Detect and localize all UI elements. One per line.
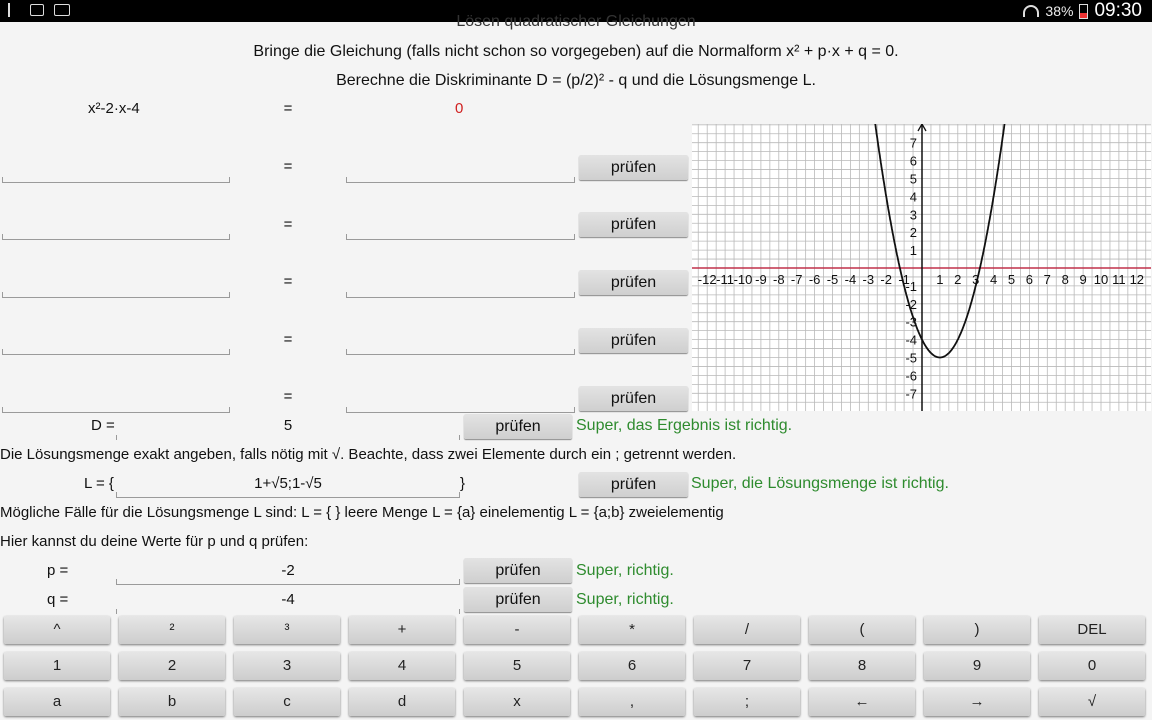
solution-input[interactable]: 1+√5;1-√5 (116, 472, 460, 498)
step-check-button[interactable]: prüfen (579, 212, 688, 237)
x-tick-label: 3 (972, 272, 980, 287)
step-equals: = (283, 331, 293, 348)
key-2-4[interactable]: x (464, 688, 570, 716)
y-tick-label: 1 (909, 243, 917, 259)
q-check-button[interactable]: prüfen (464, 587, 572, 612)
x-tick-label: 7 (1043, 272, 1051, 287)
key-0-7[interactable]: ( (809, 616, 915, 644)
key-0-1[interactable]: ² (119, 616, 225, 644)
x-tick-label: 2 (954, 272, 962, 287)
y-tick-label: -2 (905, 296, 917, 312)
y-tick-label: 3 (909, 207, 917, 223)
y-tick-label: -4 (905, 332, 917, 348)
step-left-input[interactable] (2, 329, 230, 355)
key-0-8[interactable]: ) (924, 616, 1030, 644)
y-tick-label: -5 (905, 350, 917, 366)
battery-percent: 38% (1045, 3, 1074, 19)
equation-left: x²-2·x-4 (88, 100, 140, 117)
key-1-3[interactable]: 4 (349, 652, 455, 680)
key-0-6[interactable]: / (694, 616, 800, 644)
step-check-button[interactable]: prüfen (579, 328, 688, 353)
step-equals: = (283, 388, 293, 405)
p-feedback: Super, richtig. (576, 562, 674, 579)
key-1-8[interactable]: 9 (924, 652, 1030, 680)
x-tick-label: -11 (716, 272, 735, 287)
key-1-2[interactable]: 3 (234, 652, 340, 680)
step-left-input[interactable] (2, 157, 230, 183)
discriminant-check-button[interactable]: prüfen (464, 414, 572, 439)
p-label: p = (47, 562, 69, 579)
step-right-input[interactable] (346, 157, 575, 183)
y-tick-label: -7 (905, 386, 917, 402)
x-tick-label: -2 (880, 272, 892, 287)
key-2-6[interactable]: ; (694, 688, 800, 716)
p-check-button[interactable]: prüfen (464, 558, 572, 583)
y-tick-label: 6 (909, 153, 917, 169)
q-input[interactable]: -4 (116, 588, 460, 614)
y-tick-label: 5 (909, 171, 917, 187)
x-tick-label: -10 (733, 272, 753, 287)
x-tick-label: -8 (773, 272, 785, 287)
step-right-input[interactable] (346, 387, 575, 413)
key-0-3[interactable]: + (349, 616, 455, 644)
x-tick-label: 10 (1093, 272, 1109, 287)
step-check-button[interactable]: prüfen (579, 155, 688, 180)
q-feedback: Super, richtig. (576, 591, 674, 608)
step-right-input[interactable] (346, 272, 575, 298)
key-1-7[interactable]: 8 (809, 652, 915, 680)
y-tick-label: 2 (909, 225, 917, 241)
x-tick-label: 6 (1025, 272, 1034, 287)
clock: 09:30 (1094, 0, 1142, 21)
key-2-1[interactable]: b (119, 688, 225, 716)
key-2-8[interactable]: → (924, 688, 1030, 716)
x-tick-label: -5 (826, 272, 839, 287)
step-right-input[interactable] (346, 329, 575, 355)
cases-info: Mögliche Fälle für die Lösungsmenge L sind: L = { } leere Menge L = {a} einelementig L = {a;b} zweielementig (0, 504, 724, 521)
step-equals: = (283, 216, 293, 233)
p-input[interactable]: -2 (116, 559, 460, 585)
key-0-2[interactable]: ³ (234, 616, 340, 644)
step-check-button[interactable]: prüfen (579, 386, 688, 411)
x-tick-label: -9 (755, 272, 767, 287)
key-1-9[interactable]: 0 (1039, 652, 1145, 680)
discriminant-feedback: Super, das Ergebnis ist richtig. (576, 417, 793, 434)
key-1-4[interactable]: 5 (464, 652, 570, 680)
page-title: Lösen quadratischer Gleichungen (456, 13, 696, 30)
discriminant-label: D = (91, 417, 115, 434)
key-0-9[interactable]: DEL (1039, 616, 1145, 644)
equation-equals: = (283, 100, 293, 117)
x-tick-label: 8 (1061, 272, 1069, 287)
key-2-9[interactable]: √ (1039, 688, 1145, 716)
x-tick-label: 9 (1079, 272, 1087, 287)
equation-right: 0 (455, 100, 464, 117)
y-tick-label: 7 (909, 135, 917, 151)
solution-label: L = { (84, 475, 114, 492)
step-equals: = (283, 273, 293, 290)
step-equals: = (283, 158, 293, 175)
x-tick-label: -7 (790, 272, 803, 287)
x-tick-label: -6 (808, 272, 821, 287)
key-1-5[interactable]: 6 (579, 652, 685, 680)
step-left-input[interactable] (2, 214, 230, 240)
instruction-discriminant: Berechne die Diskriminante D = (p/2)² - q und die Lösungsmenge L. (336, 72, 816, 89)
step-left-input[interactable] (2, 272, 230, 298)
y-tick-label: -1 (905, 278, 917, 294)
y-tick-label: 4 (909, 189, 917, 205)
x-tick-label: 1 (936, 272, 944, 287)
solution-check-button[interactable]: prüfen (579, 472, 688, 497)
function-graph (692, 124, 1151, 411)
discriminant-input[interactable]: 5 (116, 414, 460, 440)
key-2-2[interactable]: c (234, 688, 340, 716)
q-label: q = (47, 591, 69, 608)
key-2-0[interactable]: a (4, 688, 110, 716)
step-right-input[interactable] (346, 214, 575, 240)
solution-hint: Die Lösungsmenge exakt angeben, falls nötig mit √. Beachte, dass zwei Elemente durch ein ; getrennt werden. (0, 446, 737, 463)
x-tick-label: -12 (697, 272, 717, 287)
x-tick-label: 4 (989, 272, 998, 287)
x-tick-label: 11 (1112, 272, 1126, 287)
x-tick-label: 12 (1129, 272, 1145, 287)
key-2-7[interactable]: ← (809, 688, 915, 716)
key-0-0[interactable]: ^ (4, 616, 110, 644)
key-1-0[interactable]: 1 (4, 652, 110, 680)
instruction-normalform: Bringe die Gleichung (falls nicht schon so vorgegeben) auf die Normalform x² + p·x + q = 0. (253, 43, 899, 60)
key-2-3[interactable]: d (349, 688, 455, 716)
y-tick-label: -3 (905, 314, 917, 330)
step-check-button[interactable]: prüfen (579, 270, 688, 295)
x-tick-label: -3 (862, 272, 875, 287)
key-1-6[interactable]: 7 (694, 652, 800, 680)
key-0-5[interactable]: * (579, 616, 685, 644)
key-1-1[interactable]: 2 (119, 652, 225, 680)
step-left-input[interactable] (2, 387, 230, 413)
y-tick-label: -6 (905, 368, 917, 384)
x-tick-label: 5 (1007, 272, 1016, 287)
x-tick-label: -1 (898, 272, 910, 287)
x-tick-label: -4 (844, 272, 857, 287)
solution-feedback: Super, die Lösungsmenge ist richtig. (691, 475, 949, 492)
key-2-5[interactable]: , (579, 688, 685, 716)
solution-brace: } (460, 475, 466, 492)
key-0-4[interactable]: - (464, 616, 570, 644)
pq-hint: Hier kannst du deine Werte für p und q prüfen: (0, 533, 309, 550)
